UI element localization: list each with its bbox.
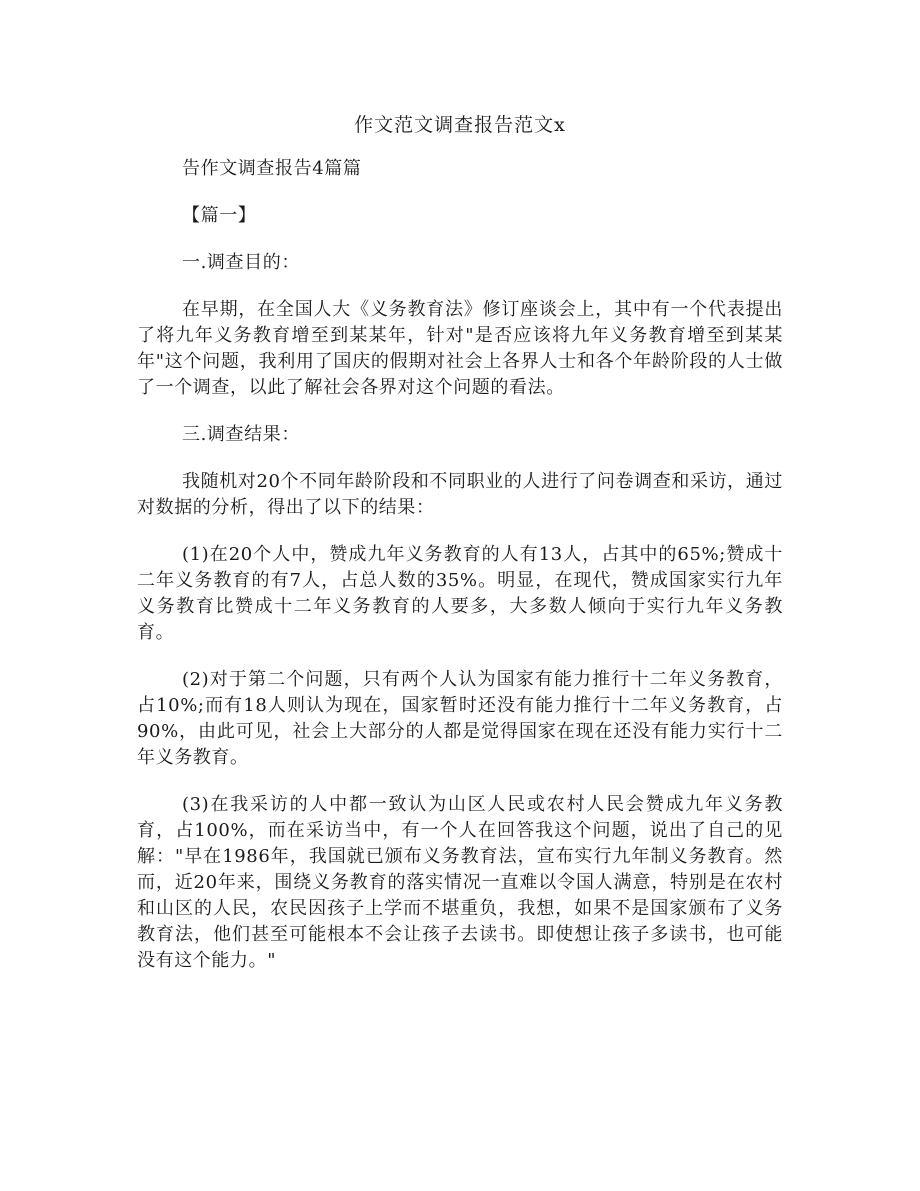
section-heading: 【篇一】 xyxy=(182,205,257,226)
paragraph-result-1: (1)在20个人中，赞成九年义务教育的人有13人，占其中的65%;赞成十二年义务教育的有7人，占总人数的35%。明显，在现代，赞成国家实行九年义务教育比赞成十二年义务教育的人要多，大多数人倾向于实行九年义务教育。 xyxy=(137,544,783,643)
subtitle-paragraph: 告作文调查报告4篇篇 xyxy=(182,158,362,179)
document-body xyxy=(137,156,783,995)
heading-purpose: 一.调查目的： xyxy=(182,252,300,273)
paragraph-results-intro: 我随机对20个不同年龄阶段和不同职业的人进行了问卷调查和采访，通过对数据的分析，得出了以下的结果： xyxy=(137,471,783,518)
paragraph-result-3: (3)在我采访的人中都一致认为山区人民或农村人民会赞成九年义务教育，占100%，而在采访当中，有一个人在回答我这个问题，说出了自己的见解："早在1986年，我国就已颁布义务教育法，宣布实行九年制义务教育。然而，近20年来，围绕义务教育的落实情况一直难以令国人满意，特别是在农村和山区的人民，农民因孩子上学而不堪重负，我想，如果不是国家颁布了义务教育法，他们甚至可能根本不会让孩子去读书。即使想让孩子多读书，也可能没有这个能力。" xyxy=(137,794,783,971)
heading-results: 三.调查结果： xyxy=(182,424,300,445)
document-title: 作文范文调查报告范文x xyxy=(354,114,566,136)
paragraph-purpose: 在早期，在全国人大《义务教育法》修订座谈会上，其中有一个代表提出了将九年义务教育增至到某某年，针对"是否应该将九年义务教育增至到某某年"这个问题，我利用了国庆的假期对社会上各界人士和各个年龄阶段的人士做了一个调查，以此了解社会各界对这个问题的看法。 xyxy=(137,299,783,398)
paragraph-result-2: (2)对于第二个问题，只有两个人认为国家有能力推行十二年义务教育，占10%;而有18人则认为现在，国家暂时还没有能力推行十二年义务教育，占90%，由此可见，社会上大部分的人都是觉得国家在现在还没有能力实行十二年义务教育。 xyxy=(137,669,783,768)
